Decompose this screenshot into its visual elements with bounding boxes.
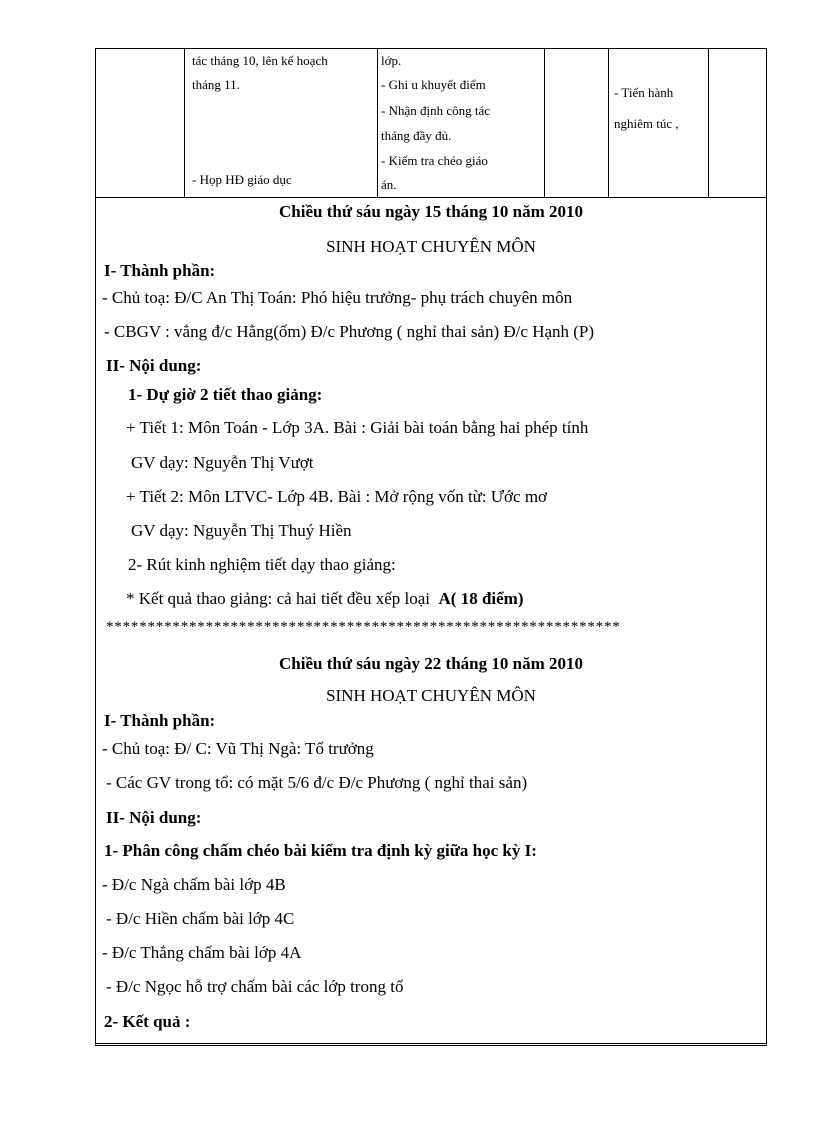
lesson-line: + Tiết 1: Môn Toán - Lớp 3A. Bài : Giải bài toán bằng hai phép tính: [126, 418, 589, 437]
agenda-item-title: 1- Dự giờ 2 tiết thao giảng:: [128, 385, 323, 404]
result-grade: A( 18 điểm): [438, 589, 524, 608]
table-cell-line: - Kiểm tra chéo giáo: [381, 153, 488, 168]
table-cell-line: lớp.: [381, 53, 402, 68]
table-cell-line: - Tiến hành: [614, 85, 674, 100]
content-title: II- Nội dung:: [106, 808, 202, 827]
table-cell-line: - Họp HĐ giáo dục: [192, 172, 292, 187]
composition-title: I- Thành phần:: [104, 711, 216, 730]
meeting-date: Chiều thứ sáu ngày 15 tháng 10 năm 2010: [279, 202, 583, 221]
table-column-divider: [544, 49, 545, 197]
staff-attendance-line: - CBGV : vắng đ/c Hằng(ốm) Đ/c Phương ( nghỉ thai sản) Đ/c Hạnh (P): [104, 322, 595, 341]
assignment-line: - Đ/c Ngọc hỗ trợ chấm bài các lớp trong tổ: [106, 977, 404, 996]
meeting-date: Chiều thứ sáu ngày 22 tháng 10 năm 2010: [279, 654, 583, 673]
table-cell-line: tháng đầy đủ.: [381, 128, 452, 143]
agenda-item-title: 2- Rút kinh nghiệm tiết dạy thao giảng:: [128, 555, 396, 574]
table-column-divider: [708, 49, 709, 197]
table-cell-line: nghiêm túc ,: [614, 116, 679, 131]
assignment-line: - Đ/c Thắng chấm bài lớp 4A: [102, 943, 302, 962]
section-separator: **************************************************************: [106, 619, 621, 635]
section-heading: SINH HOẠT CHUYÊN MÔN: [326, 686, 536, 705]
chairperson-line: - Chủ toạ: Đ/C An Thị Toán: Phó hiệu trưởng- phụ trách chuyên môn: [102, 288, 573, 307]
agenda-item-title: 1- Phân công chấm chéo bài kiểm tra định kỳ giữa học kỳ I:: [104, 841, 537, 860]
table-cell-line: tháng 11.: [192, 77, 240, 92]
composition-title: I- Thành phần:: [104, 261, 216, 280]
content-title: II- Nội dung:: [106, 356, 202, 375]
table-column-divider: [608, 49, 609, 197]
table-column-divider: [377, 49, 378, 197]
assignment-line: - Đ/c Ngà chấm bài lớp 4B: [102, 875, 286, 894]
document-frame: [95, 48, 767, 1046]
chairperson-line: - Chủ toạ: Đ/ C: Vũ Thị Ngà: Tổ trưởng: [102, 739, 374, 758]
table-cell-line: - Nhận định công tác: [381, 103, 491, 118]
result-text: * Kết quả thao giảng: cả hai tiết đều xếp loại: [126, 589, 431, 608]
result-line: [126, 589, 524, 609]
table-cell-line: tác tháng 10, lên kế hoạch: [192, 53, 328, 68]
plan-table-continuation: [96, 49, 766, 198]
table-column-divider: [184, 49, 185, 197]
table-cell-line: án.: [381, 177, 397, 192]
table-cell-line: - Ghi u khuyết điểm: [381, 77, 486, 92]
section-heading: SINH HOẠT CHUYÊN MÔN: [326, 237, 536, 256]
lesson-line: + Tiết 2: Môn LTVC- Lớp 4B. Bài : Mở rộng vốn từ: Ước mơ: [126, 487, 548, 506]
teacher-line: GV dạy: Nguyễn Thị Vượt: [131, 453, 314, 472]
assignment-line: - Đ/c Hiền chấm bài lớp 4C: [106, 909, 295, 928]
members-line: - Các GV trong tổ: có mặt 5/6 đ/c Đ/c Phương ( nghỉ thai sản): [106, 773, 528, 792]
teacher-line: GV dạy: Nguyễn Thị Thuý Hiền: [131, 521, 352, 540]
agenda-item-title: 2- Kết quả :: [104, 1012, 191, 1031]
